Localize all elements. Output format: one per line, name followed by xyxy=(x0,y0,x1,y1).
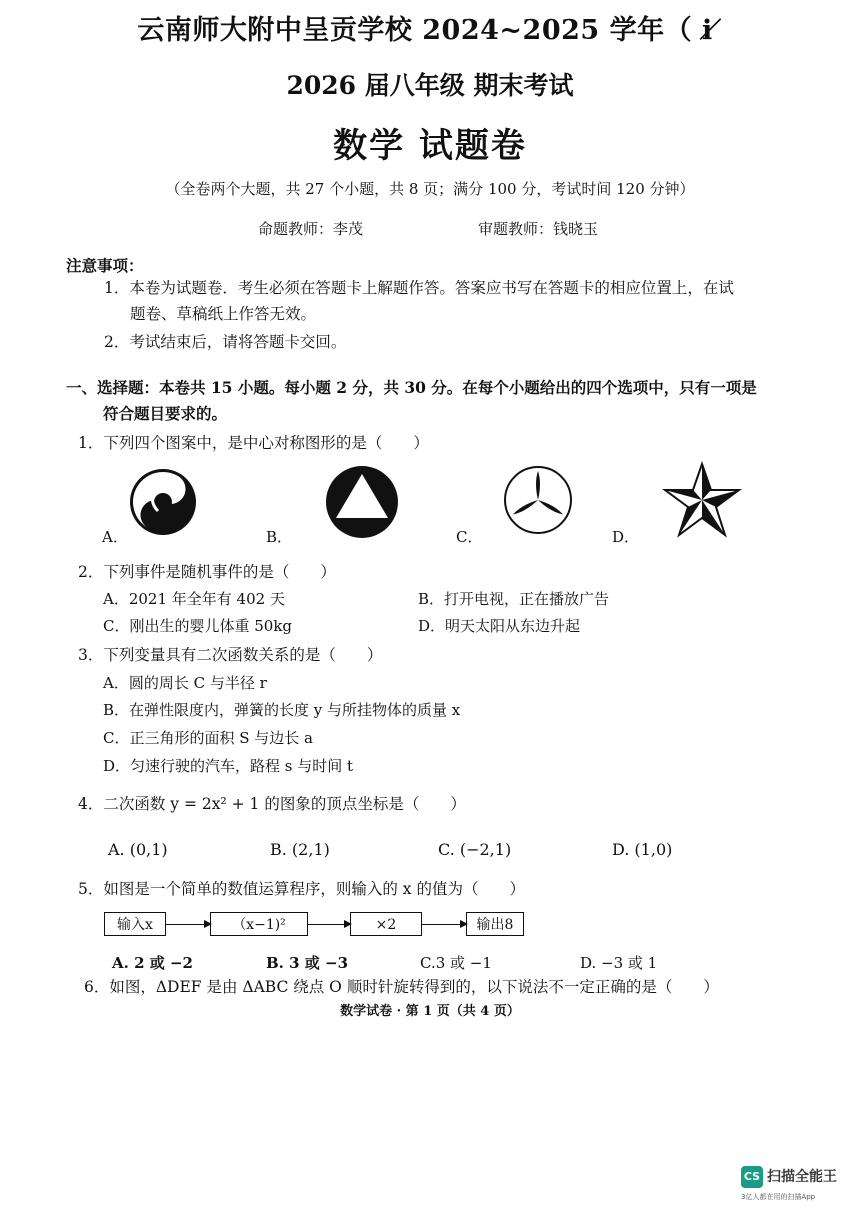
question-3-option-d: D．匀速行驶的汽车，路程 s 与时间 t xyxy=(103,757,354,775)
question-1-option-b-label: B． xyxy=(266,528,293,546)
notice-item-1-line-1: 1．本卷为试题卷．考生必须在答题卡上解题作答。答案应书写在答题卡的相应位置上，在试 xyxy=(104,279,734,297)
question-1-option-a-label: A． xyxy=(102,528,128,546)
taiji-pattern-icon xyxy=(128,467,198,537)
question-1-stem: 1．下列四个图案中，是中心对称图形的是（ ） xyxy=(78,434,429,452)
notice-item-2: 2．考试结束后，请将答题卡交回。 xyxy=(104,333,347,351)
question-5-stem: 5．如图是一个简单的数值运算程序，则输入的 x 的值为（ ） xyxy=(78,880,525,898)
question-5-option-c: C.3 或 −1 xyxy=(420,954,492,972)
section-1-heading: 一、选择题：本卷共 15 小题。每小题 2 分，共 30 分。在每个小题给出的四个选项中，只有一项是 xyxy=(66,378,757,397)
question-4-option-a: A. (0,1) xyxy=(108,840,168,859)
scanner-app-name: 扫描全能王 xyxy=(767,1169,837,1185)
page-footer: 数学试卷 · 第 1 页（共 4 页） xyxy=(340,1004,520,1019)
question-2-option-d: D．明天太阳从东边升起 xyxy=(418,617,581,635)
flow-arrow-3 xyxy=(422,924,466,925)
question-4-option-b: B. (2,1) xyxy=(270,840,330,859)
flow-arrow-1 xyxy=(166,924,210,925)
question-5-option-b: B. 3 或 −3 xyxy=(266,954,349,972)
reviewer-teacher: 审题教师：钱晓玉 xyxy=(478,220,599,238)
author-teacher: 命题教师：李茂 xyxy=(258,220,364,238)
flow-input-box: 输入x xyxy=(104,912,166,936)
subject-title: 数学 试题卷 xyxy=(333,126,527,166)
section-1-heading-line-2: 符合题目要求的。 xyxy=(103,404,228,423)
question-4-stem: 4．二次函数 y = 2x² + 1 的图象的顶点坐标是（ ） xyxy=(78,795,466,813)
question-3-stem: 3．下列变量具有二次函数关系的是（ ） xyxy=(78,646,383,664)
question-4-option-d: D. (1,0) xyxy=(612,840,673,859)
question-2-option-a: A．2021 年全年有 402 天 xyxy=(103,590,285,608)
question-2-option-c: C．刚出生的婴儿体重 50kg xyxy=(103,617,293,635)
question-5-option-a: A. 2 或 −2 xyxy=(112,954,193,972)
exam-info: （全卷两个大题，共 27 个小题，共 8 页；满分 100 分，考试时间 120 分钟） xyxy=(165,180,695,198)
question-5-option-d: D. −3 或 1 xyxy=(580,954,658,972)
exam-title: 2026 届八年级 期末考试 xyxy=(286,71,574,100)
question-3-option-a: A．圆的周长 C 与半径 r xyxy=(103,674,267,692)
question-6-stem: 6．如图，ΔDEF 是由 ΔABC 绕点 O 顺时针旋转得到的，以下说法不一定正确的是（ ） xyxy=(84,978,719,996)
scanner-logo-icon: CS xyxy=(741,1166,763,1188)
question-3-option-b: B．在弹性限度内，弹簧的长度 y 与所挂物体的质量 x xyxy=(103,701,461,719)
question-1-option-d-label: D． xyxy=(612,528,640,546)
question-2-option-b: B．打开电视，正在播放广告 xyxy=(418,590,610,608)
question-4-option-c: C. (−2,1) xyxy=(438,840,512,859)
school-year-title: 云南师大附中呈贡学校 2024~2025 学年（ i ̸ xyxy=(137,15,723,46)
question-2-stem: 2．下列事件是随机事件的是（ ） xyxy=(78,563,336,581)
flow-arrow-2 xyxy=(308,924,350,925)
flow-multiply-box: ×2 xyxy=(350,912,422,936)
flow-square-box: （x−1)² xyxy=(210,912,308,936)
flow-output-box: 输出8 xyxy=(466,912,524,936)
notice-item-1-line-2: 题卷、草稿纸上作答无效。 xyxy=(130,305,317,323)
notice-heading: 注意事项： xyxy=(66,256,144,275)
question-1-option-c-label: C． xyxy=(456,528,483,546)
triangle-in-circle-icon xyxy=(324,464,400,540)
question-3-option-c: C．正三角形的面积 S 与边长 a xyxy=(103,729,314,747)
scanner-watermark xyxy=(741,1166,851,1206)
propeller-in-circle-icon xyxy=(503,465,573,535)
five-point-star-icon xyxy=(662,460,742,540)
scanner-app-tagline: 3亿人都在用的扫描App xyxy=(741,1193,816,1201)
